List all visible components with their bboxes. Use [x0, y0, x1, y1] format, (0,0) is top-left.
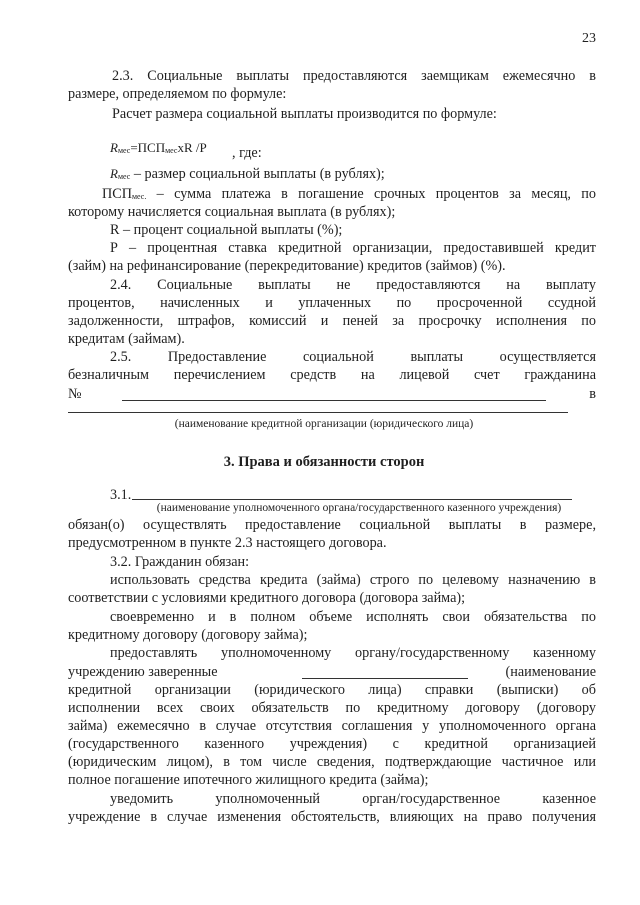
paragraph-line: (государственного казенного учреждения) с кредитной организацией	[68, 736, 596, 752]
psp-label: ПСП	[102, 186, 132, 202]
definition-text: – размер социальной выплаты (в рублях);	[130, 166, 385, 182]
paragraph-line: 3.2. Гражданин обязан:	[110, 554, 250, 570]
paragraph-line: 2.5. Предоставление социальной выплаты осуществляется	[110, 349, 596, 365]
caption: (наименование уполномоченного органа/государственного казенного учреждения)	[156, 502, 562, 514]
definition-line	[102, 186, 596, 205]
formula-body: =ПСП	[130, 140, 166, 155]
paragraph-line: предоставлять уполномоченному органу/государственному казенному	[110, 645, 596, 661]
paragraph-line: кредитной организации (юридического лица) справки (выписки) об	[68, 682, 596, 698]
paragraph-line: уведомить уполномоченный орган/государственное казенное	[110, 791, 596, 807]
definition-line	[110, 166, 638, 185]
paragraph-line: безналичным перечислением средств на лицевой счет гражданина	[68, 367, 596, 383]
paragraph-line: которому начисляется социальная выплата (в рублях);	[68, 204, 396, 220]
definition-r: R	[110, 166, 118, 181]
paragraph-line: полное погашение ипотечного жилищного кредита (займа);	[68, 772, 429, 788]
paragraph-line: кредитам (займам).	[68, 331, 185, 347]
definition-text: – сумма платежа в погашение срочных процентов за месяц, по	[146, 186, 596, 202]
paragraph-line: 2.4. Социальные выплаты не предоставляются на выплату	[110, 277, 596, 293]
paragraph-line: Р – процентная ставка кредитной организации, предоставившей кредит	[110, 240, 596, 256]
paragraph-line: R – процент социальной выплаты (%);	[110, 222, 343, 238]
paragraph-line: 2.3. Социальные выплаты предоставляются заемщикам ежемесячно в	[112, 68, 596, 84]
definition-subscript: мес	[117, 172, 131, 181]
formula-subscript-2: мес	[165, 146, 178, 155]
paragraph-line: обязан(о) осуществлять предоставление социальной выплаты в размере,	[68, 517, 596, 533]
formula-where: , где:	[232, 145, 262, 161]
paragraph-line: своевременно и в полном объеме исполнять свои обязательства по	[110, 609, 596, 625]
paragraph-line: учреждение в случае изменения обстоятельств, влияющих на право получения	[68, 809, 596, 825]
paragraph-line: кредитному договору (договору займа);	[68, 627, 308, 643]
paragraph-line: (юридическим лицом), в том числе сведения, подтверждающие частичное или	[68, 754, 596, 770]
paragraph-line: задолженности, штрафов, комиссий и пеней за просрочку исполнения по	[68, 313, 596, 329]
paragraph-line: соответствии с условиями кредитного договора (договора займа);	[68, 590, 466, 606]
formula-tail: xR /P	[177, 140, 207, 155]
account-number-label: №	[68, 386, 82, 402]
psp-subscript: мес.	[131, 192, 147, 201]
paragraph-line: использовать средства кредита (займа) строго по целевому назначению в	[110, 572, 596, 588]
page-number: 23	[582, 31, 596, 46]
formula-r: R	[110, 140, 118, 155]
blank-line	[68, 412, 568, 413]
preposition-v: в	[589, 386, 596, 402]
formula-subscript: мес	[117, 146, 131, 155]
paragraph-line: займа) ежемесячно в случае отсутствия соглашения у уполномоченного органа	[68, 718, 596, 734]
section-title: 3. Права и обязанности сторон	[223, 454, 425, 470]
paragraph-line: размере, определяемом по формуле:	[68, 86, 287, 102]
paragraph-line: исполнении всех своих обязательств по кредитному договору (договору	[68, 700, 596, 716]
paragraph-line: Расчет размера социальной выплаты производится по формуле:	[112, 106, 497, 122]
paragraph-line-right: (наименование	[505, 664, 596, 680]
paragraph-line: процентов, начисленных и уплаченных по просроченной ссудной	[68, 295, 596, 311]
paragraph-line: предусмотренном в пункте 2.3 настоящего договора.	[68, 535, 387, 551]
paragraph-text: учреждению заверенные	[68, 664, 218, 680]
clause-number: 3.1.	[110, 487, 132, 503]
paragraph-line: (займ) на рефинансирование (перекредитование) кредитов (займов) (%).	[68, 258, 506, 274]
caption: (наименование кредитной организации (юридического лица)	[174, 418, 474, 430]
